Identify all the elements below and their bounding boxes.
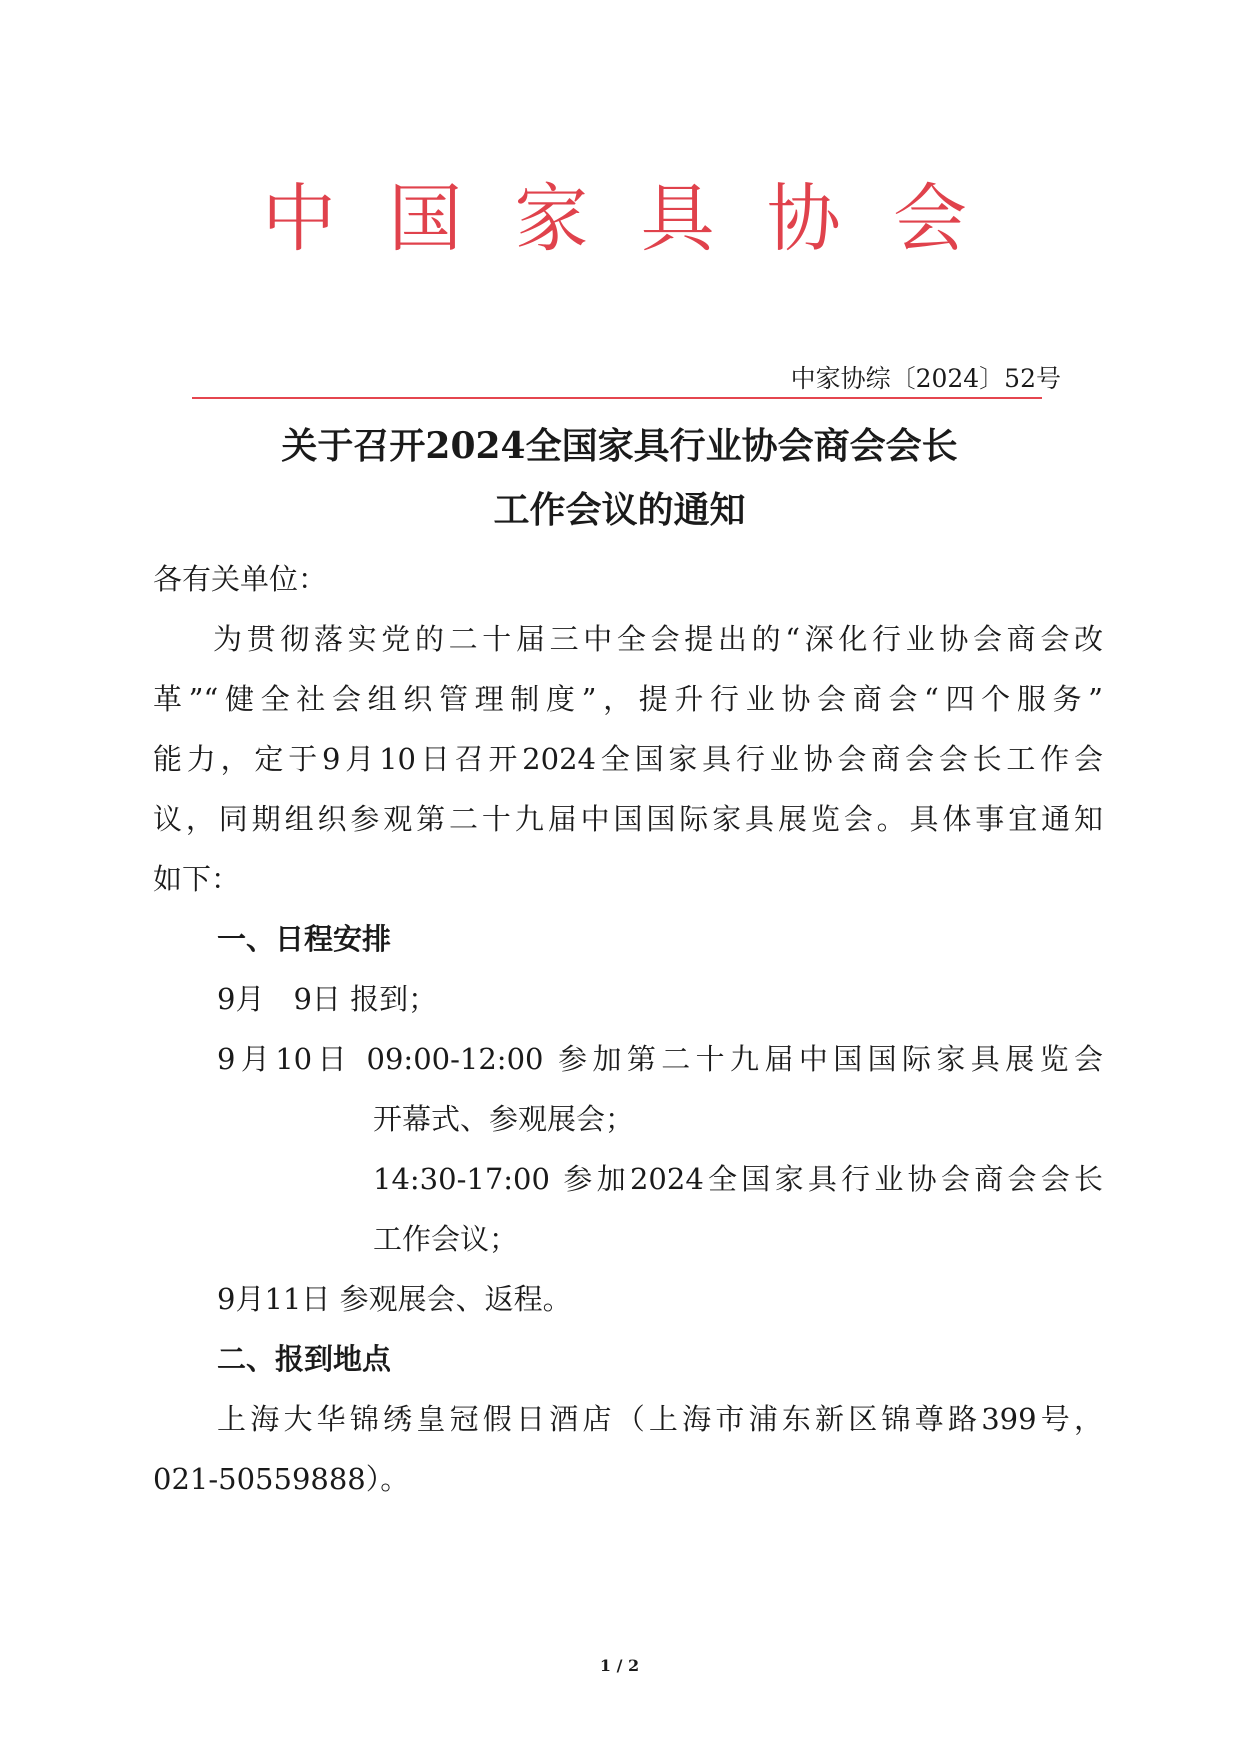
schedule-line: 9月10日 09:00-12:00 参加第二十九届中国国际家具展览会 — [217, 1042, 1103, 1076]
intro-line: 革”“健全社会组织管理制度”，提升行业协会商会“四个服务” — [153, 682, 1103, 716]
schedule-line: 开幕式、参观展会； — [373, 1102, 635, 1136]
section-heading-schedule: 一、日程安排 — [217, 922, 392, 956]
letterhead-char: 协 — [766, 176, 841, 262]
location-line: 上海大华锦绣皇冠假日酒店（上海市浦东新区锦尊路399号， — [217, 1402, 1103, 1436]
letterhead-org-name — [262, 176, 967, 262]
intro-line: 能力，定于9月10日召开2024全国家具行业协会商会会长工作会 — [153, 742, 1103, 776]
letterhead-char: 具 — [640, 176, 715, 262]
intro-line: 为贯彻落实党的二十届三中全会提出的“深化行业协会商会改 — [213, 622, 1103, 656]
title-line-2: 工作会议的通知 — [493, 489, 746, 531]
red-divider — [192, 397, 1042, 399]
intro-line: 议，同期组织参观第二十九届中国国际家具展览会。具体事宜通知 — [153, 802, 1103, 836]
letterhead-char: 国 — [388, 176, 463, 262]
location-line: 021-50559888）。 — [153, 1462, 410, 1496]
page-number: 1 / 2 — [599, 1656, 640, 1675]
schedule-line: 9月11日 参观展会、返程。 — [217, 1282, 572, 1316]
title-line-1: 关于召开2024全国家具行业协会商会会长 — [281, 425, 958, 467]
intro-line: 如下： — [153, 862, 241, 896]
schedule-line: 9月 9日 报到； — [217, 982, 438, 1016]
document-number: 中家协综〔2024〕52号 — [790, 364, 1061, 393]
schedule-line: 14:30-17:00 参加2024全国家具行业协会商会会长 — [373, 1162, 1103, 1196]
letterhead-char: 中 — [262, 176, 336, 262]
letterhead-char: 会 — [892, 176, 967, 262]
section-heading-location: 二、报到地点 — [217, 1342, 392, 1376]
schedule-line: 工作会议； — [373, 1222, 519, 1256]
letterhead-char: 家 — [514, 176, 589, 262]
salutation: 各有关单位： — [153, 562, 328, 596]
